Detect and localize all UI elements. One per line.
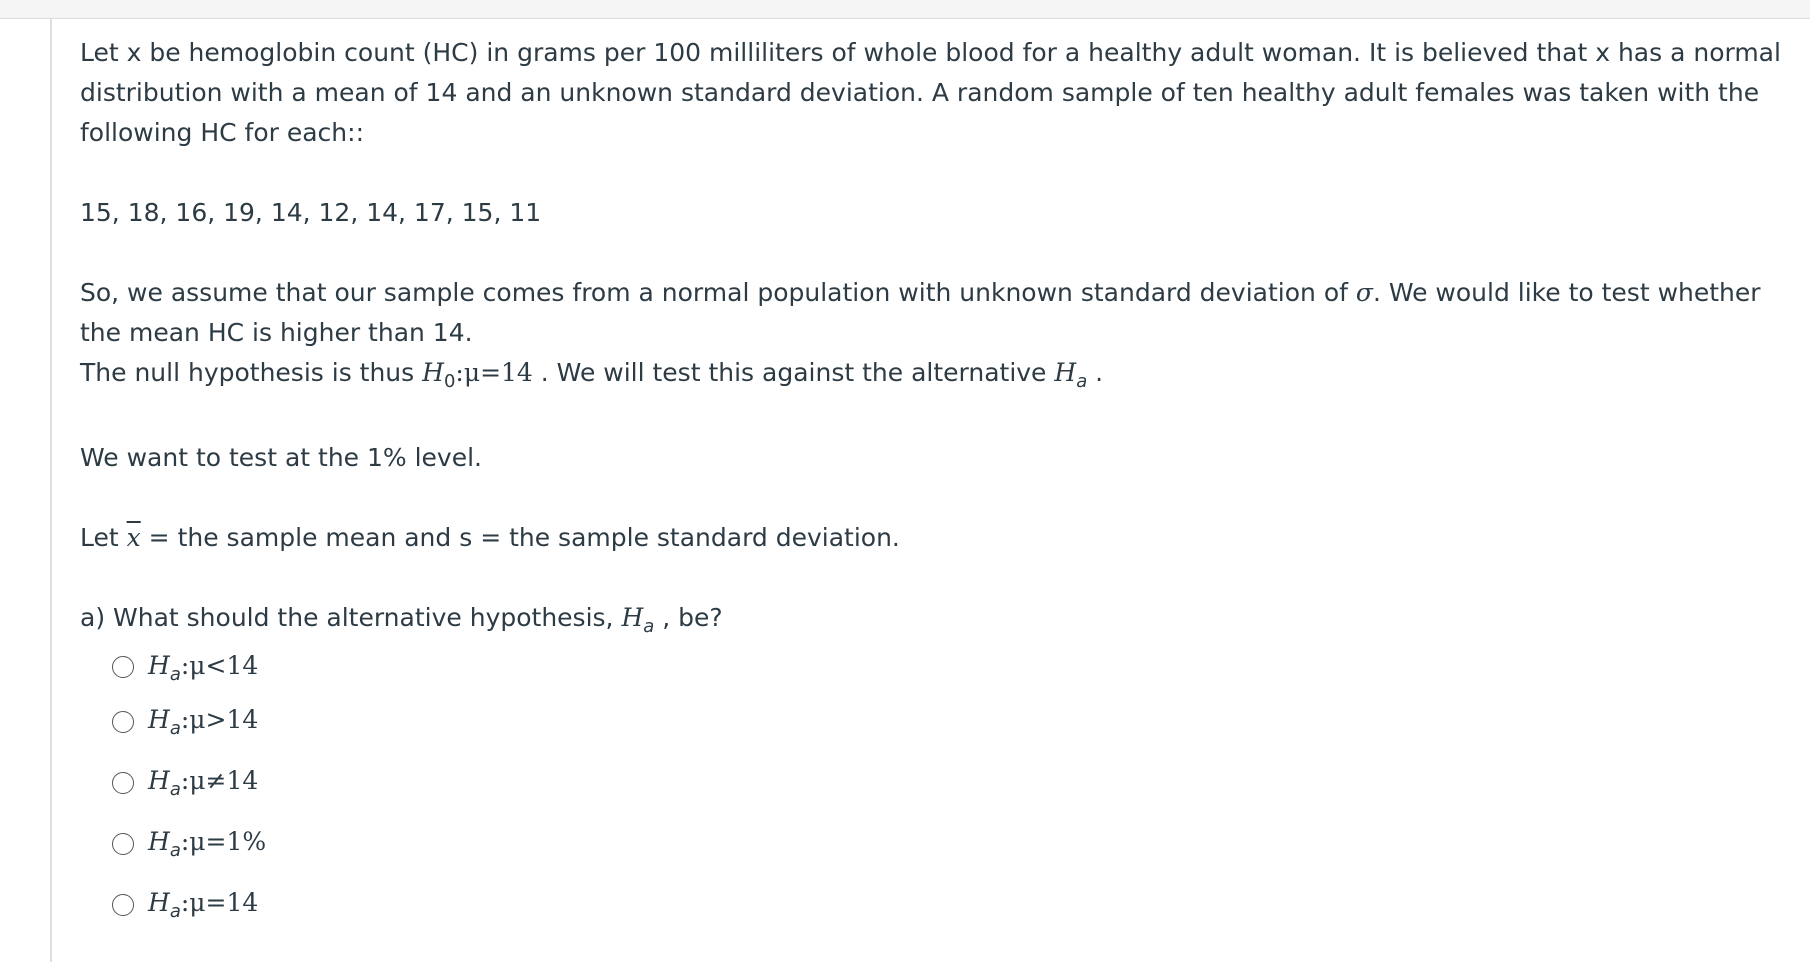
problem-intro: Let x be hemoglobin count (HC) in grams per 100 milliliters of whole blood for a healthy adult woman. It is believed that x has a normal distribution with a mean of 14 and an unknown standard deviation. A random sample of ten healthy adult females was taken with the following HC for each:: [80, 38, 1781, 147]
sigma-symbol: σ [1355, 278, 1373, 307]
significance-level: We want to test at the 1% level. [80, 443, 482, 472]
option-ha-greater-than-14[interactable] [112, 691, 1790, 752]
option-label: $H_a:\mu<14$ [148, 650, 259, 685]
question-ha-symbol: $H_a$ [621, 603, 655, 638]
left-divider [50, 19, 52, 962]
option-ha-less-than-14[interactable] [112, 643, 1790, 691]
radio-button[interactable] [112, 772, 134, 794]
option-label: $H_a:\mu\ne 14$ [148, 766, 259, 801]
null-hypothesis-math: $H_0:\mu=14$ [422, 358, 533, 393]
radio-button[interactable] [112, 833, 134, 855]
option-ha-equal-1-percent[interactable] [112, 813, 1790, 874]
answer-options [80, 643, 1790, 935]
radio-button[interactable] [112, 711, 134, 733]
question-a: a) What should the alternative hypothesis, $H_a$ , be? [80, 603, 723, 638]
xbar-symbol: $\overline{x}$ [126, 523, 141, 552]
alt-hypothesis-symbol: $H_a$ [1054, 358, 1088, 393]
sample-data: 15, 18, 16, 19, 14, 12, 14, 17, 15, 11 [80, 198, 542, 227]
top-bar [0, 0, 1810, 19]
option-ha-not-equal-14[interactable] [112, 752, 1790, 813]
question-content [80, 33, 1790, 935]
null-hypothesis-text: The null hypothesis is thus $H_0:\mu=14$ . We will test this against the alternative $H_a$ . [80, 358, 1104, 393]
radio-button[interactable] [112, 894, 134, 916]
radio-button[interactable] [112, 656, 134, 678]
definitions-text: Let $\overline{x}$ = the sample mean and s = the sample standard deviation. [80, 523, 900, 552]
assumption-text: So, we assume that our sample comes from a normal population with unknown standard deviation of σ. We would like to test whether the mean HC is higher than 14. [80, 278, 1761, 347]
option-label: $H_a:\mu>14$ [148, 705, 259, 740]
option-ha-equal-14[interactable] [112, 874, 1790, 935]
option-label: $H_a:\mu=14$ [148, 888, 259, 923]
option-label: $H_a:\mu=1\%$ [148, 827, 267, 862]
